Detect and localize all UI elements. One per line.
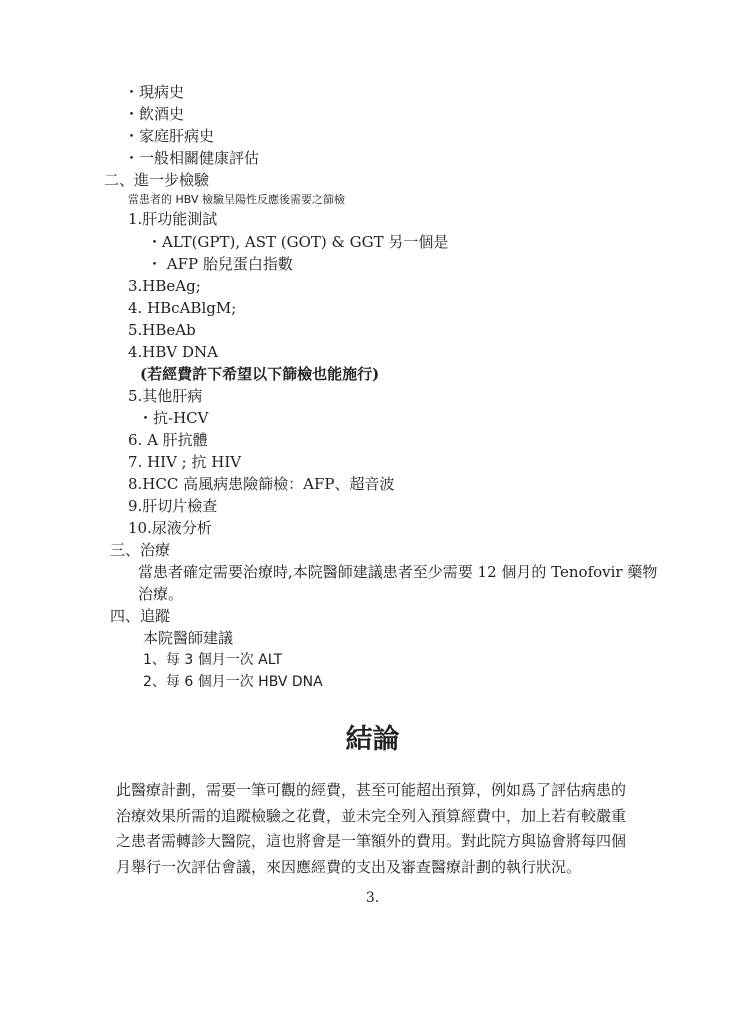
optional-item-8: 8.HCC 高風病患險篩檢：AFP、超音波 <box>128 475 395 493</box>
section4-intro: 本院醫師建議 <box>143 629 234 647</box>
test-item-4: 4. HBcABlgM; <box>128 299 237 317</box>
section2-heading: 二、進一步檢驗 <box>104 171 210 189</box>
optional-item-5-sub: ・抗-HCV <box>138 409 209 427</box>
test-item-3: 3.HBeAg; <box>128 277 201 295</box>
test-item-5: 5.HBeAb <box>128 321 196 339</box>
optional-item-9: 9.肝切片檢查 <box>128 497 218 515</box>
conclusion-line-4: 月舉行一次評估會議，來因應經費的支出及審查醫療計劃的執行狀況。 <box>116 857 582 876</box>
optional-item-10: 10.尿液分析 <box>128 519 212 537</box>
conclusion-line-3: 之患者需轉診大醫院，這也將會是一筆額外的費用。對此院方與協會將每四個 <box>116 832 627 850</box>
section4-heading: 四、追蹤 <box>110 607 171 625</box>
section3-heading: 三、治療 <box>110 541 171 559</box>
test-item-1-sub-1: ・ALT(GPT), AST (GOT) & GGT 另一個是 <box>147 233 449 251</box>
history-item-family: ・家庭肝病史 <box>124 127 215 145</box>
followup-item-1: 1、每 3 個月一次 ALT <box>143 652 283 668</box>
section2-note: 當患者的 HBV 檢驗呈陽性反應後需要之篩檢 <box>128 193 345 206</box>
history-item-current: ・現病史 <box>124 83 185 101</box>
test-item-1-sub-2: ・ AFP 胎兒蛋白指數 <box>147 255 293 273</box>
conclusion-paragraph <box>116 778 656 880</box>
optional-item-7: 7. HIV ; 抗 HIV <box>128 453 242 471</box>
conclusion-title: 結論 <box>345 724 400 755</box>
section3-line-2: 治療。 <box>138 585 184 603</box>
conclusion-line-1: 此醫療計劃，需要一筆可觀的經費，甚至可能超出預算，例如爲了評估病患的 <box>116 781 627 799</box>
history-item-alcohol: ・飲酒史 <box>124 105 185 123</box>
section3-line-1: 當患者確定需要治療時,本院醫師建議患者至少需要 12 個月的 Tenofovir 藥物 <box>138 563 658 581</box>
followup-item-2: 2、每 6 個月一次 HBV DNA <box>143 674 323 690</box>
optional-tests-note: (若經費許下希望以下篩檢也能施行) <box>140 365 380 383</box>
test-item-1: 1.肝功能測試 <box>128 210 218 228</box>
conclusion-line-2: 治療效果所需的追蹤檢驗之花費，並未完全列入預算經費中，加上若有較嚴重 <box>116 806 627 825</box>
optional-item-5: 5.其他肝病 <box>128 387 203 405</box>
history-item-general: ・一般相關健康評估 <box>124 149 260 167</box>
page-number: 3. <box>365 890 380 906</box>
optional-item-6: 6. A 肝抗體 <box>128 431 208 449</box>
test-item-4b: 4.HBV DNA <box>128 343 218 361</box>
